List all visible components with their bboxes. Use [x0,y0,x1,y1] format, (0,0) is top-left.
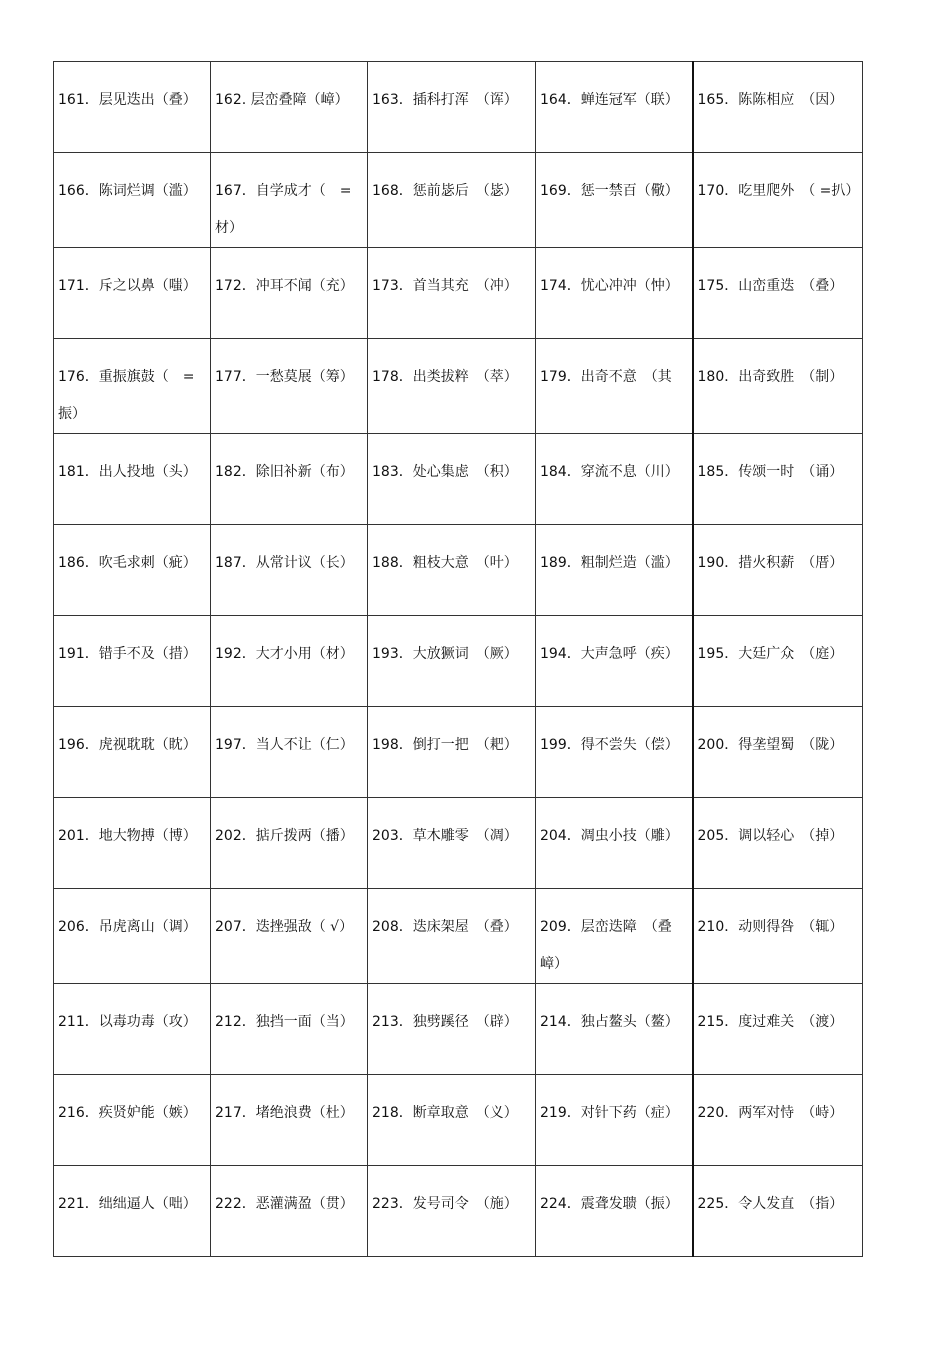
idiom-cell: 204．凋虫小技（雕） [536,798,693,889]
table-row [54,153,863,248]
table-row [54,62,863,153]
table-row [54,1075,863,1166]
idiom-cell: 182．除旧补新（布） [211,434,368,525]
idiom-cell: 200．得垄望蜀 （陇） [693,707,863,798]
idiom-cell: 206．吊虎离山（调） [54,889,211,984]
idiom-cell: 217．堵绝浪费（杜） [211,1075,368,1166]
idiom-cell: 161．层见迭出（叠） [54,62,211,153]
idiom-cell: 215．度过难关 （渡） [693,984,863,1075]
idiom-cell: 179．出奇不意 （其 [536,339,693,434]
idiom-cell: 201．地大物搏（博） [54,798,211,889]
idiom-cell: 166．陈词烂调（滥） [54,153,211,248]
idiom-cell: 212．独挡一面（当） [211,984,368,1075]
table-row [54,798,863,889]
idiom-cell: 185．传颂一时 （诵） [693,434,863,525]
idiom-cell: 189．粗制烂造（滥） [536,525,693,616]
idiom-cell: 211．以毒功毒（攻） [54,984,211,1075]
idiom-cell: 170．吃里爬外 （ =扒） [693,153,863,248]
idiom-cell: 178．出类拔粹 （萃） [368,339,536,434]
table-row [54,248,863,339]
idiom-cell: 175．山峦重迭 （叠） [693,248,863,339]
idiom-cell: 193．大放獗词 （厥） [368,616,536,707]
idiom-cell: 224．震聋发聩（振） [536,1166,693,1257]
table-row [54,1166,863,1257]
idiom-cell: 186．吹毛求刺（疵） [54,525,211,616]
table-row [54,707,863,798]
idiom-cell: 188．粗枝大意 （叶） [368,525,536,616]
idiom-cell: 209．层峦迭障 （叠嶂） [536,889,693,984]
idiom-cell: 207．迭挫强敌（ √） [211,889,368,984]
idiom-cell: 168．惩前毖后 （毖） [368,153,536,248]
idiom-cell: 171．斥之以鼻（嗤） [54,248,211,339]
idiom-cell: 223．发号司令 （施） [368,1166,536,1257]
idiom-cell: 184．穿流不息（川） [536,434,693,525]
idiom-cell: 164．蝉连冠军（联） [536,62,693,153]
idiom-cell: 169．惩一禁百（儆） [536,153,693,248]
table-row [54,525,863,616]
idiom-cell: 163．插科打浑 （诨） [368,62,536,153]
idiom-cell: 196．虎视耽耽（眈） [54,707,211,798]
idiom-cell: 213．独劈蹊径 （辟） [368,984,536,1075]
idiom-cell: 214．独占鳌头（鳌） [536,984,693,1075]
idiom-cell: 219．对针下药（症） [536,1075,693,1166]
table-row [54,616,863,707]
idiom-cell: 191．错手不及（措） [54,616,211,707]
idiom-cell: 180．出奇致胜 （制） [693,339,863,434]
table-row [54,984,863,1075]
idiom-cell: 172．冲耳不闻（充） [211,248,368,339]
idiom-cell: 210．动则得咎 （辄） [693,889,863,984]
idiom-cell: 221．绌绌逼人（咄） [54,1166,211,1257]
idiom-cell: 162. 层峦叠障（嶂） [211,62,368,153]
idiom-cell: 167．自学成才（ =材） [211,153,368,248]
table-body [54,62,863,1257]
idiom-cell: 197．当人不让（仁） [211,707,368,798]
idiom-cell: 192．大才小用（材） [211,616,368,707]
idiom-cell: 183．处心集虑 （积） [368,434,536,525]
idiom-cell: 190．措火积薪 （厝） [693,525,863,616]
idiom-cell: 222．恶灌满盈（贯） [211,1166,368,1257]
idiom-cell: 220．两军对恃 （峙） [693,1075,863,1166]
table-row [54,889,863,984]
idiom-correction-table [53,61,863,1257]
idiom-cell: 195．大廷广众 （庭） [693,616,863,707]
idiom-cell: 216．疾贤妒能（嫉） [54,1075,211,1166]
table-row [54,434,863,525]
idiom-cell: 199．得不尝失（偿） [536,707,693,798]
idiom-cell: 225．令人发直 （指） [693,1166,863,1257]
idiom-cell: 202．掂斤拨两（播） [211,798,368,889]
idiom-cell: 173．首当其充 （冲） [368,248,536,339]
idiom-cell: 218．断章取意 （义） [368,1075,536,1166]
idiom-cell: 181．出人投地（头） [54,434,211,525]
idiom-cell: 194．大声急呼（疾） [536,616,693,707]
idiom-cell: 165．陈陈相应 （因） [693,62,863,153]
idiom-cell: 187．从常计议（长） [211,525,368,616]
idiom-cell: 177．一愁莫展（筹） [211,339,368,434]
table-row [54,339,863,434]
idiom-cell: 208．迭床架屋 （叠） [368,889,536,984]
idiom-cell: 203．草木雕零 （凋） [368,798,536,889]
idiom-cell: 205．调以轻心 （掉） [693,798,863,889]
idiom-cell: 176．重振旗鼓（ =振） [54,339,211,434]
idiom-cell: 198．倒打一把 （耙） [368,707,536,798]
idiom-cell: 174．忧心冲冲（忡） [536,248,693,339]
